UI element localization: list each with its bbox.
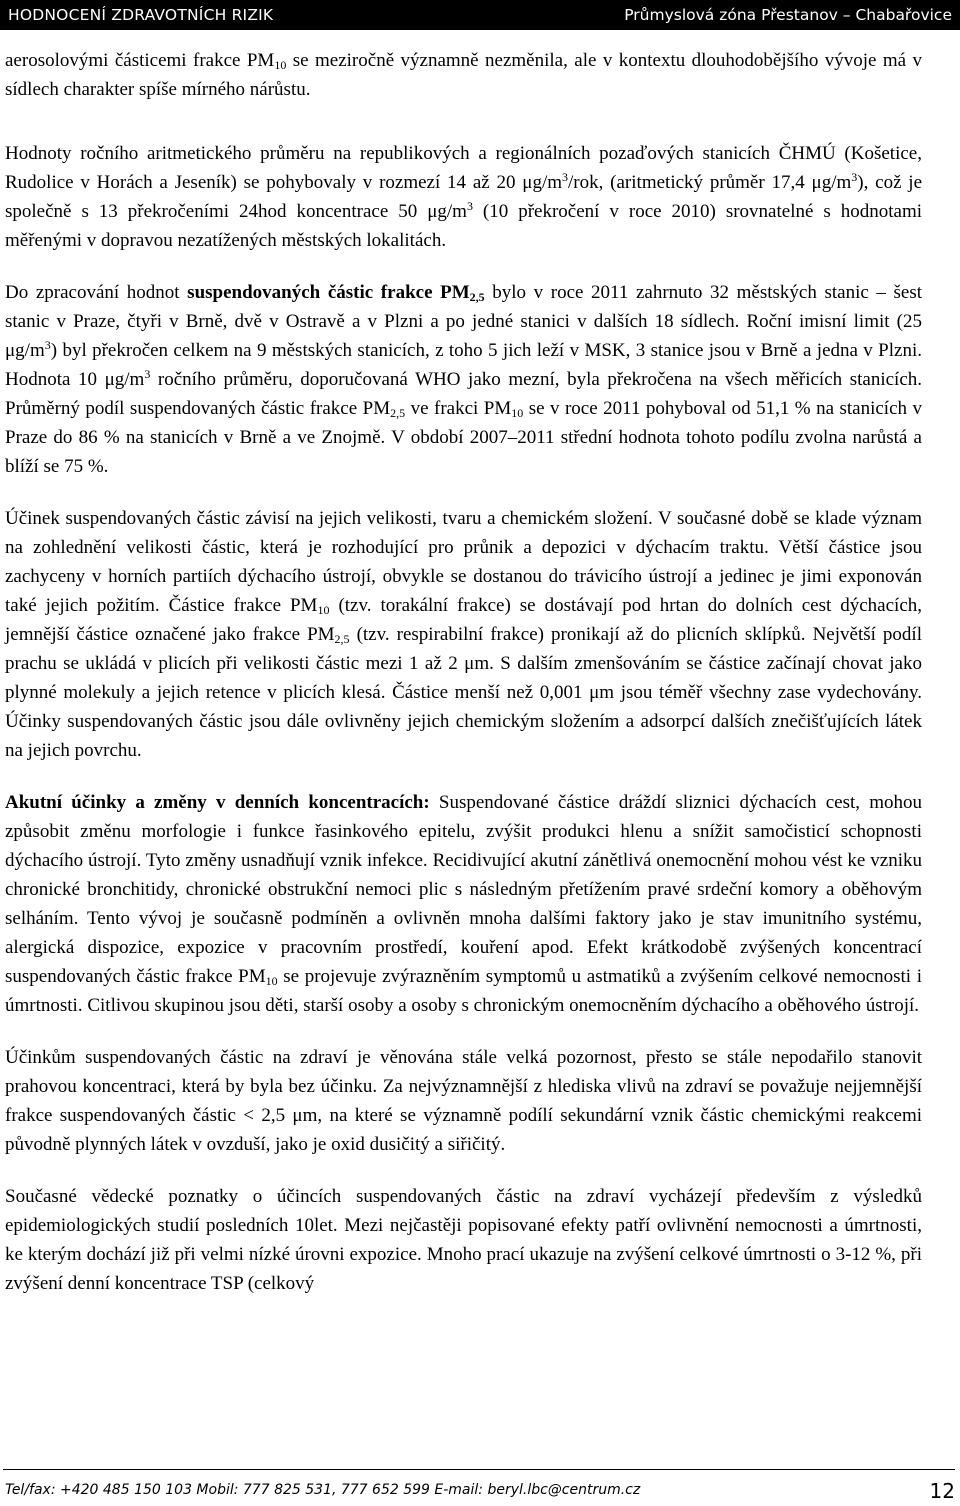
text-run: ), což je společně s 13 překročeními 24hod koncentrace 50 μg/m xyxy=(5,172,923,222)
text-run: bylo v roce 2011 zahrnuto 32 městských stanic – šest stanic v Praze, čtyři v Brně, dvě v Ostravě a v Plzni a po jedné stanici v dalších 18 sídlech. Roční imisní limit (25 μg/m xyxy=(5,282,922,361)
footer-divider xyxy=(3,1469,955,1470)
text-run: (10 překročení v roce 2010) srovnatelné s hodnotami měřenými v dopravou nezatížených městských lokalitách. xyxy=(5,201,923,251)
subscript: 2,5 xyxy=(334,632,350,646)
text-run: Suspendované částice dráždí sliznici dýchacích cest, mohou způsobit změnu morfologie i funkce řasinkového epitelu, zvýšit produkci hlenu a snížit samočisticí schopnosti dýchacího ústrojí. Tyto změny usnadňují vznik infekce. Recidivující akutní zánětlivá onemocnění mohou vést ke vzniku chronické bronchitidy, chronické obstrukční nemoci plic s následným přetížením pravé srdeční komory a oběhovým selháním. Tento vývoj je současně podmíněn a ovlivněn mnoha dalšími faktory jako je stav imunitního systému, alergická dispozice, expozice v pracovním prostředí, kouření apod. Efekt krátkodobě zvýšených koncentrací suspendovaných částic frakce PM xyxy=(5,792,922,987)
text-run: se projevuje zvýrazněním symptomů u astmatiků a zvýšením celkové nemocnosti i úmrtnosti. Citlivou skupinou jsou děti, starší osoby a osoby s chronickým onemocněním dýchacího a oběhového ústrojí. xyxy=(5,966,922,1016)
bold-heading: Akutní účinky a změny v denních koncentracích: xyxy=(5,792,430,813)
superscript: 3 xyxy=(144,367,151,381)
footer-contact: Tel/fax: +420 485 150 103 Mobil: 777 825 531, 777 652 599 E-mail: beryl.lbc@centrum.cz xyxy=(5,1482,641,1498)
page-header xyxy=(0,0,960,30)
subscript: 10 xyxy=(265,974,278,988)
text-run: Do zpracování hodnot xyxy=(5,282,188,303)
text-run: ve frakci PM xyxy=(405,398,512,419)
paragraph-particle-effects xyxy=(5,504,922,765)
paragraph-pm10-trend xyxy=(5,46,922,104)
paragraph-pm25-stations xyxy=(5,278,922,481)
text-run: se v roce 2011 pohyboval od 51,1 % na stanicích v Praze do 86 % na stanicích v Brně a ve Znojmě. V období 2007–2011 střední hodnota tohoto podílu zvolna narůstá a blíží se 75 %. xyxy=(5,398,922,477)
text-run: Účinek suspendovaných částic závisí na jejich velikosti, tvaru a chemickém složení. V současné době se klade význam na zohlednění velikosti částic, která je rozhodující pro průnik a depozici v dýchacím traktu. Větší částice jsou zachyceny v horních partiích dýchacího ústrojí, obvykle se dostanou do trávicího ústrojí a jedinec je jimi exponován také jejich požitím. Částice frakce PM xyxy=(5,508,922,616)
subscript: 10 xyxy=(511,406,524,420)
text-run: ) byl překročen celkem na 9 městských stanicích, z toho 5 jich leží v MSK, 3 stanice jsou v Brně a jedna v Plzni. Hodnota 10 μg/m xyxy=(5,340,922,390)
text-run: aerosolovými částicemi frakce PM xyxy=(5,50,275,71)
text-run: (tzv. torakální frakce) se dostávají pod hrtan do dolních cest dýchacích, jemnější částice označené jako frakce PM xyxy=(5,595,922,645)
paragraph-threshold xyxy=(5,1043,922,1159)
header-title: HODNOCENÍ ZDRAVOTNÍCH RIZIK xyxy=(8,6,274,24)
paragraph-acute-effects xyxy=(5,788,922,1020)
subscript: 2,5 xyxy=(469,290,485,304)
text-run: se meziročně významně nezměnila, ale v kontextu dlouhodobějšího vývoje má v sídlech charakter spíše mírného nárůstu. xyxy=(5,50,922,100)
document-body xyxy=(5,46,922,1321)
superscript: 3 xyxy=(562,170,569,184)
subscript: 10 xyxy=(317,603,330,617)
superscript: 3 xyxy=(44,338,51,352)
text-run: (tzv. respirabilní frakce) pronikají až do plicních sklípků. Největší podíl prachu se ukládá v plicích při velikosti částic mezi 1 až 2 μm. S dalším zmenšováním se částice začínají chovat jako plynné molekuly a jejich retence v plicích klesá. Částice menší než 0,001 μm jsou téměř všechny zase vydechovány. Účinky suspendovaných částic jsou dále ovlivněny jejich chemickým složením a adsorpcí dalších znečišťujících látek na jejich povrchu. xyxy=(5,624,922,761)
superscript: 3 xyxy=(851,170,858,184)
bold-term: suspendovaných částic frakce PM xyxy=(187,282,470,303)
paragraph-epidemiology xyxy=(5,1182,922,1298)
header-project: Průmyslová zóna Přestanov – Chabařovice xyxy=(624,6,952,24)
page-footer xyxy=(5,1479,955,1505)
subscript: 2,5 xyxy=(390,406,406,420)
subscript: 10 xyxy=(274,58,287,72)
text-run: ročního průměru, doporučovaná WHO jako mezní, byla překročena na všech měřicích stanicích. Průměrný podíl suspendovaných částic frakce PM xyxy=(5,369,923,419)
text-run: Účinkům suspendovaných částic na zdraví je věnována stále velká pozornost, přesto se stále nepodařilo stanovit prahovou koncentraci, která by byla bez účinku. Za nejvýznamnější z hlediska vlivů na zdraví se považuje nejjemnější frakce suspendovaných částic < 2,5 μm, na které se významně podílí sekundární vznik částic chemickými reakcemi původně plynných látek v ovzduší, jako je oxid dusičitý a siřičitý. xyxy=(5,1047,922,1155)
superscript: 3 xyxy=(466,199,473,213)
text-run: Současné vědecké poznatky o účincích suspendovaných částic na zdraví vycházejí především z výsledků epidemiologických studií posledních 10let. Mezi nejčastěji popisované efekty patří ovlivnění nemocnosti a úmrtnosti, ke kterým dochází již při velmi nízké úrovni expozice. Mnoho prací ukazuje na zvýšení celkové úmrtnosti o 3-12 %, při zvýšení denní koncentrace TSP (celkový xyxy=(5,1186,922,1294)
page-number: 12 xyxy=(929,1479,955,1503)
text-run: /rok, (aritmetický průměr 17,4 μg/m xyxy=(568,172,852,193)
paragraph-background-stations xyxy=(5,139,922,255)
text-run: Hodnoty ročního aritmetického průměru na republikových a regionálních pozaďových stanicích ČHMÚ (Košetice, Rudolice v Horách a Jeseník) se pohybovaly v rozmezí 14 až 20 μg/m xyxy=(5,143,922,193)
